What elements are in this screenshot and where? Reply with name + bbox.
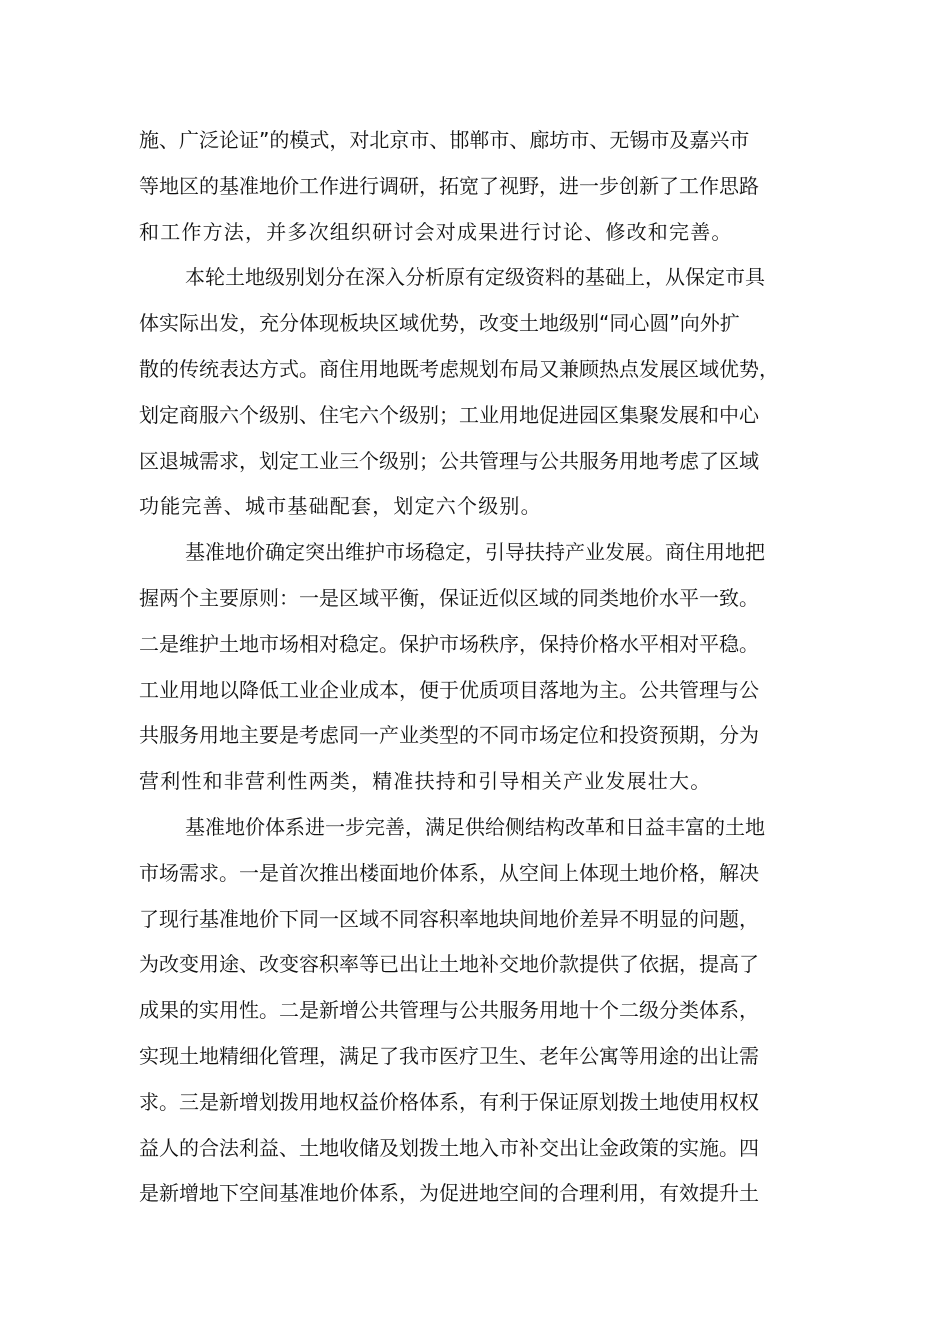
text-line: 等地区的基准地价工作进行调研，拓宽了视野，进一步创新了工作思路 (139, 173, 759, 198)
text-line: 营利性和非营利性两类，精准扶持和引导相关产业发展壮大。 (139, 769, 712, 794)
text-line: 是新增地下空间基准地价体系，为促进地空间的合理利用，有效提升土 (139, 1181, 759, 1206)
text-line: 共服务用地主要是考虑同一产业类型的不同市场定位和投资预期，分为 (139, 723, 759, 748)
paragraph-first-line: 本轮土地级别划分在深入分析原有定级资料的基础上，从保定市具 (185, 265, 765, 290)
text-line: 市场需求。一是首次推出楼面地价体系，从空间上体现土地价格，解决 (139, 860, 759, 885)
text-line: 划定商服六个级别、住宅六个级别；工业用地促进园区集聚发展和中心 (139, 402, 759, 427)
text-line: 施、广泛论证”的模式，对北京市、邯郸市、廊坊市、无锡市及嘉兴市 (139, 128, 750, 152)
paragraph-first-line: 基准地价确定突出维护市场稳定，引导扶持产业发展。商住用地把 (185, 540, 765, 565)
text-line: 实现土地精细化管理，满足了我市医疗卫生、老年公寓等用途的出让需 (139, 1043, 759, 1068)
text-line: 二是维护土地市场相对稳定。保护市场秩序，保持价格水平相对平稳。 (139, 631, 759, 656)
paragraph-first-line: 基准地价体系进一步完善，满足供给侧结构改革和日益丰富的土地 (185, 814, 765, 839)
text-line: 功能完善、城市基础配套，划定六个级别。 (139, 494, 542, 519)
text-line: 成果的实用性。二是新增公共管理与公共服务用地十个二级分类体系， (139, 998, 759, 1023)
text-line: 为改变用途、改变容积率等已出让土地补交地价款提供了依据，提高了 (139, 952, 759, 977)
text-line: 益人的合法利益、土地收储及划拨土地入市补交出让金政策的实施。四 (139, 1135, 759, 1160)
text-line: 握两个主要原则：一是区域平衡，保证近似区域的同类地价水平一致。 (139, 585, 759, 610)
text-line: 工业用地以降低工业企业成本，便于优质项目落地为主。公共管理与公 (139, 677, 759, 702)
text-line: 体实际出发，充分体现板块区域优势，改变土地级别“同心圆”向外扩 (139, 311, 740, 336)
text-line: 了现行基准地价下同一区域不同容积率地块间地价差异不明显的问题， (139, 906, 759, 931)
text-line: 区退城需求，划定工业三个级别；公共管理与公共服务用地考虑了区域 (139, 448, 759, 473)
text-line: 求。三是新增划拨用地权益价格体系，有利于保证原划拨土地使用权权 (139, 1089, 759, 1114)
text-line: 和工作方法，并多次组织研讨会对成果进行讨论、修改和完善。 (139, 219, 733, 244)
body-text (139, 118, 829, 1217)
text-line: 散的传统表达方式。商住用地既考虑规划布局又兼顾热点发展区域优势， (139, 356, 779, 381)
